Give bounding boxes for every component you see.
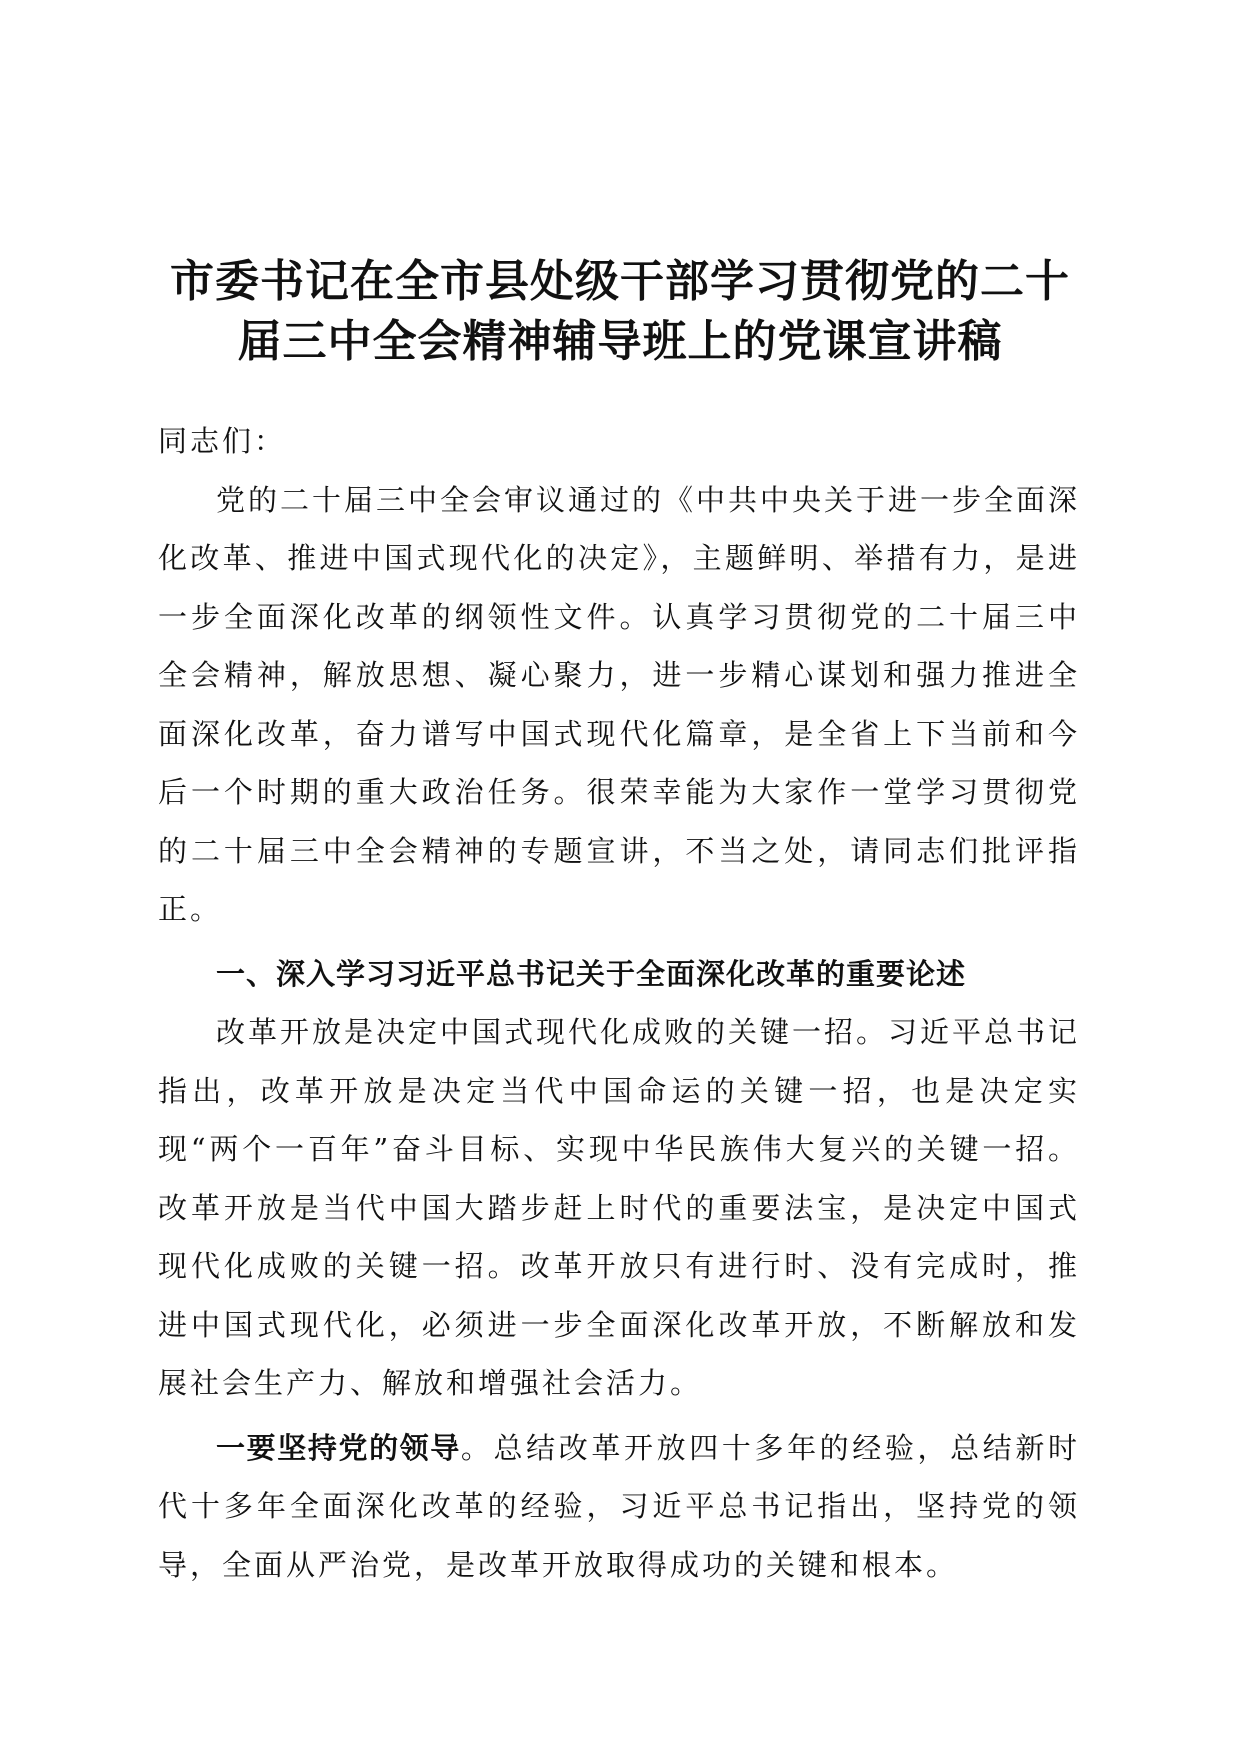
paragraph-party-leadership	[158, 1419, 1080, 1595]
paragraph-reform: 改革开放是决定中国式现代化成败的关键一招。习近平总书记指出，改革开放是决定当代中国命运的关键一招，也是决定实现“两个一百年”奋斗目标、实现中华民族伟大复兴的关键一招。改革开放是当代中国大踏步赶上时代的重要法宝，是决定中国式现代化成败的关键一招。改革开放只有进行时、没有完成时，推进中国式现代化，必须进一步全面深化改革开放，不断解放和发展社会生产力、解放和增强社会活力。	[158, 1015, 1081, 1400]
title-line-2: 届三中全会精神辅导班上的党课宣讲稿	[237, 316, 1003, 367]
document-title	[140, 252, 1100, 372]
salutation: 同志们：	[158, 424, 287, 458]
paragraph-intro: 党的二十届三中全会审议通过的《中共中央关于进一步全面深化改革、推进中国式现代化的决定》，主题鲜明、举措有力，是进一步全面深化改革的纲领性文件。认真学习贯彻党的二十届三中全会精神，解放思想、凝心聚力，进一步精心谋划和强力推进全面深化改革，奋力谱写中国式现代化篇章，是全省上下当前和今后一个时期的重大政治任务。很荣幸能为大家作一堂学习贯彻党的二十届三中全会精神的专题宣讲，不当之处，请同志们批评指正。	[158, 482, 1081, 926]
paragraph-rest: 。总结改革开放四十多年的经验，总结新时代十多年全面深化改革的经验，习近平总书记指出，坚持党的领导，全面从严治党，是改革开放取得成功的关键和根本。	[158, 1430, 1080, 1582]
document-body	[158, 412, 1080, 1594]
paragraph-lead-bold: 一要坚持党的领导	[216, 1430, 461, 1465]
title-line-1: 市委书记在全市县处级干部学习贯彻党的二十	[170, 256, 1070, 307]
section-heading-1: 一、深入学习习近平总书记关于全面深化改革的重要论述	[216, 956, 967, 991]
